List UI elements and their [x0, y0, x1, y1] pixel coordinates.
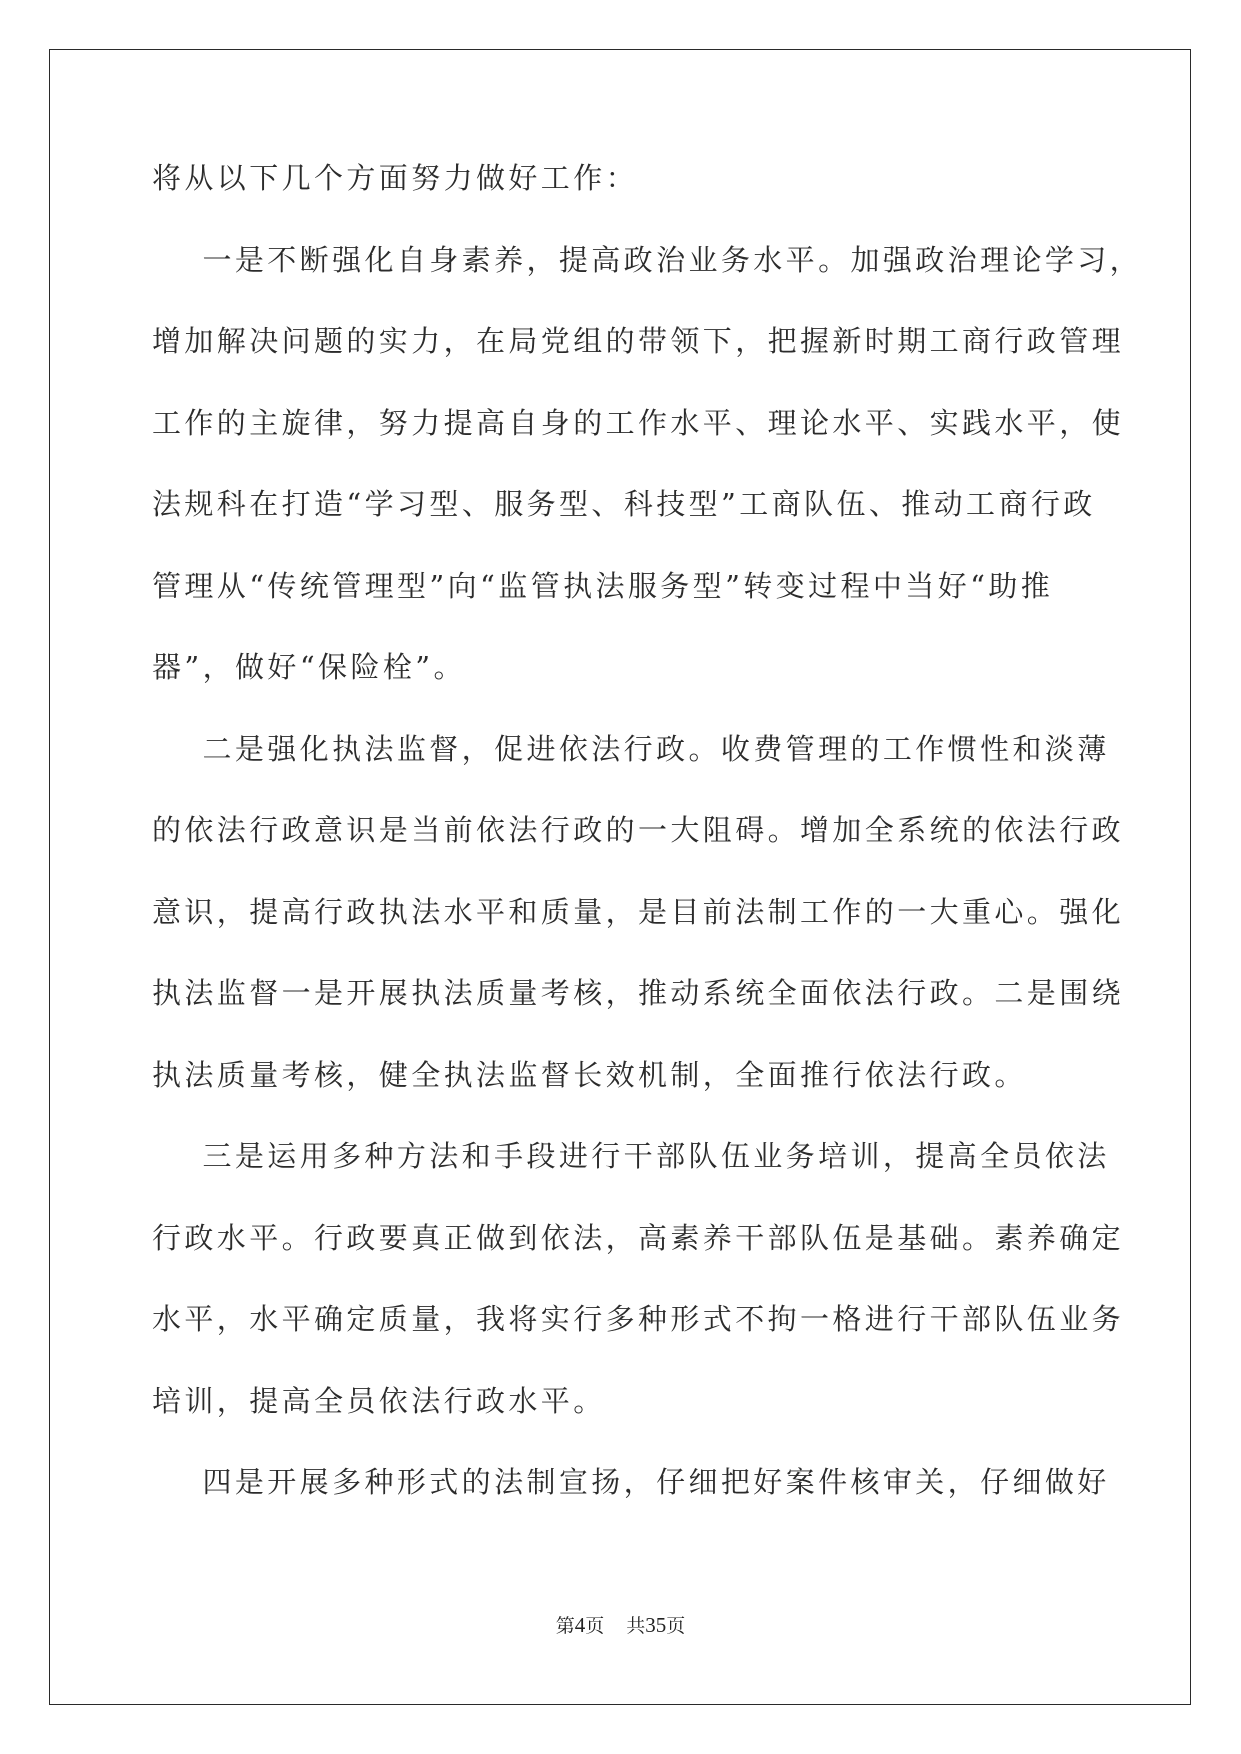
text-line: 培训，提高全员依法行政水平。 [152, 1383, 606, 1418]
text-line: 将从以下几个方面努力做好工作： [152, 161, 639, 195]
total-prefix: 共 [626, 1615, 646, 1637]
total-suffix: 页 [666, 1615, 686, 1637]
text-line: 工作的主旋律，努力提高自身的工作水平、理论水平、实践水平，使 [152, 405, 1125, 440]
text-line: 三是运用多种方法和手段进行干部队伍业务培训，提高全员依法 [152, 1139, 1110, 1173]
text-line: 管理从“传统管理型”向“监管执法服务型”转变过程中当好“助推 [152, 568, 1054, 603]
text-line: 一是不断强化自身素养，提高政治业务水平。加强政治理论学习， [152, 242, 1143, 277]
page-footer [0, 1611, 1241, 1638]
text-line: 增加解决问题的实力，在局党组的带领下，把握新时期工商行政管理 [152, 324, 1125, 358]
page-prefix: 第 [555, 1615, 575, 1637]
text-line: 执法质量考核，健全执法监督长效机制，全面推行依法行政。 [152, 1057, 1027, 1092]
text-line: 执法监督一是开展执法质量考核，推动系统全面依法行政。二是围绕 [152, 976, 1125, 1010]
text-line: 四是开展多种形式的法制宣扬，仔细把好案件核审关，仔细做好 [152, 1465, 1110, 1499]
text-line: 法规科在打造“学习型、服务型、科技型”工商队伍、推动工商行政 [152, 487, 1096, 521]
total-pages: 35 [645, 1613, 667, 1637]
text-line: 意识，提高行政执法水平和质量，是目前法制工作的一大重心。强化 [152, 894, 1125, 929]
text-line: 二是强化执法监督，促进依法行政。收费管理的工作惯性和淡薄 [152, 731, 1110, 766]
text-line: 行政水平。行政要真正做到依法，高素养干部队伍是基础。素养确定 [152, 1220, 1125, 1255]
document-body [152, 160, 1143, 1546]
page-number: 4 [574, 1613, 586, 1637]
text-line: 的依法行政意识是当前依法行政的一大阻碍。增加全系统的依法行政 [152, 813, 1125, 847]
text-line: 水平，水平确定质量，我将实行多种形式不拘一格进行干部队伍业务 [152, 1302, 1125, 1336]
text-line: 器”，做好“保险栓”。 [152, 650, 466, 684]
page-suffix: 页 [585, 1615, 605, 1637]
